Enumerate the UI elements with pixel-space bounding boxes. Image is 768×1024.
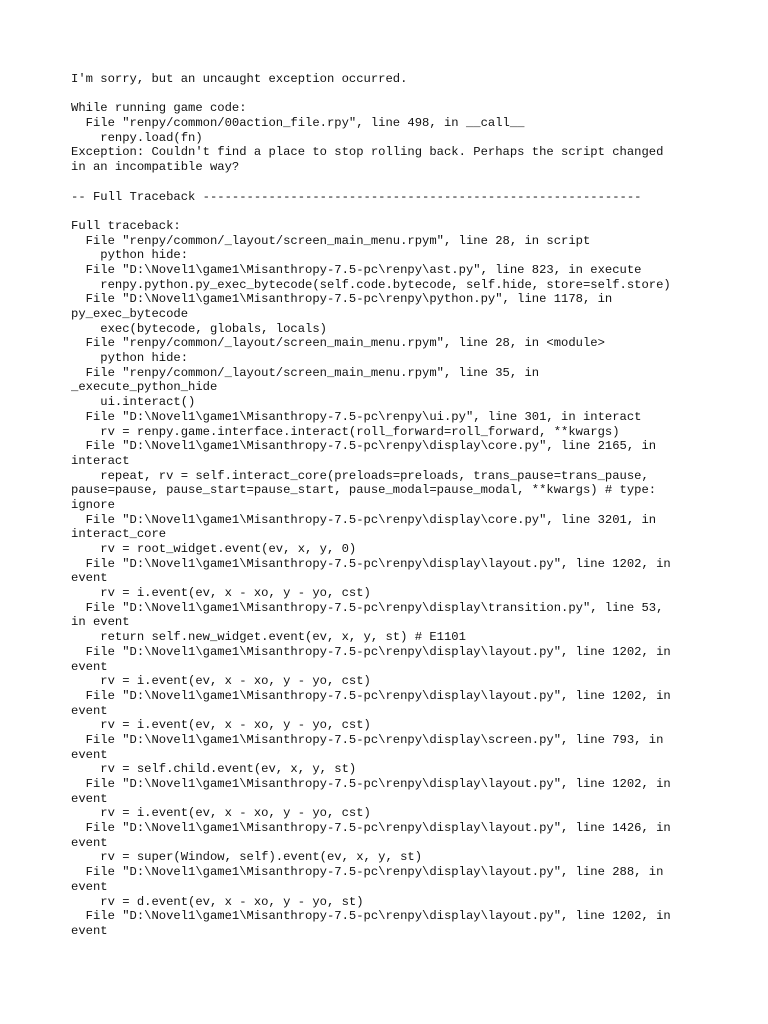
traceback-line: File "renpy/common/00action_file.rpy", line 498, in __call__ (71, 116, 525, 131)
traceback-line: renpy.load(fn) (71, 130, 203, 145)
traceback-line: File "renpy/common/_layout/screen_main_menu.rpym", line 35, in (71, 365, 540, 380)
traceback-line: pause=pause, pause_start=pause_start, pause_modal=pause_modal, **kwargs) # type: (71, 483, 657, 498)
traceback-line: in event (71, 615, 130, 630)
traceback-line: renpy.python.py_exec_bytecode(self.code.bytecode, self.hide, store=self.store) (71, 277, 671, 292)
traceback-line: File "D:\Novel1\game1\Misanthropy-7.5-pc\renpy\display\layout.py", line 1202, in (71, 688, 671, 703)
traceback-line: interact_core (71, 527, 167, 542)
traceback-line: While running game code: (71, 101, 247, 116)
traceback-line: event (71, 835, 108, 850)
traceback-line: return self.new_widget.event(ev, x, y, st) # E1101 (71, 630, 466, 645)
traceback-line: event (71, 659, 108, 674)
traceback-line: _execute_python_hide (71, 380, 218, 395)
traceback-line: event (71, 791, 108, 806)
traceback-line: event (71, 571, 108, 586)
traceback-line: File "D:\Novel1\game1\Misanthropy-7.5-pc\renpy\display\layout.py", line 1202, in (71, 644, 671, 659)
traceback-line: event (71, 703, 108, 718)
traceback-line: File "D:\Novel1\game1\Misanthropy-7.5-pc\renpy\display\transition.py", line 53, (71, 600, 664, 615)
traceback-line: rv = i.event(ev, x - xo, y - yo, cst) (71, 674, 371, 689)
traceback-line: ignore (71, 497, 115, 512)
traceback-line: python hide: (71, 351, 189, 366)
traceback-line: File "D:\Novel1\game1\Misanthropy-7.5-pc\renpy\ast.py", line 823, in execute (71, 262, 642, 277)
traceback-line (71, 175, 751, 190)
traceback-line: File "D:\Novel1\game1\Misanthropy-7.5-pc\renpy\display\layout.py", line 1426, in (71, 821, 671, 836)
traceback-line: Exception: Couldn't find a place to stop rolling back. Perhaps the script changed (71, 145, 664, 160)
traceback-line (71, 87, 751, 102)
traceback-line: exec(bytecode, globals, locals) (71, 321, 327, 336)
traceback-line: repeat, rv = self.interact_core(preloads=preloads, trans_pause=trans_pause, (71, 468, 649, 483)
traceback-line: python hide: (71, 248, 189, 263)
traceback-line: File "D:\Novel1\game1\Misanthropy-7.5-pc\renpy\display\layout.py", line 1202, in (71, 777, 671, 791)
traceback-line: in an incompatible way? (71, 160, 240, 175)
traceback-line: rv = i.event(ev, x - xo, y - yo, cst) (71, 718, 371, 733)
traceback-line: rv = renpy.game.interface.interact(roll_forward=roll_forward, **kwargs) (71, 424, 620, 439)
traceback-line: rv = d.event(ev, x - xo, y - yo, st) (71, 894, 364, 909)
traceback-line: Full traceback: (71, 218, 181, 233)
traceback-line: rv = super(Window, self).event(ev, x, y, st) (71, 850, 423, 865)
traceback-line: File "D:\Novel1\game1\Misanthropy-7.5-pc\renpy\display\layout.py", line 288, in (71, 865, 664, 880)
traceback-line: rv = i.event(ev, x - xo, y - yo, cst) (71, 806, 371, 821)
traceback-line: rv = self.child.event(ev, x, y, st) (71, 762, 357, 777)
traceback-line: rv = i.event(ev, x - xo, y - yo, cst) (71, 586, 371, 601)
traceback-line: File "D:\Novel1\game1\Misanthropy-7.5-pc\renpy\ui.py", line 301, in interact (71, 409, 642, 424)
traceback-line: File "renpy/common/_layout/screen_main_menu.rpym", line 28, in <module> (71, 336, 605, 351)
traceback-line: File "D:\Novel1\game1\Misanthropy-7.5-pc\renpy\display\layout.py", line 1202, in (71, 556, 671, 571)
traceback-line: py_exec_bytecode (71, 307, 189, 321)
traceback-line: ui.interact() (71, 395, 196, 410)
traceback-line: File "D:\Novel1\game1\Misanthropy-7.5-pc\renpy\display\screen.py", line 793, in (71, 732, 664, 747)
traceback-line: event (71, 879, 108, 894)
traceback-line: interact (71, 453, 130, 468)
traceback-line: File "D:\Novel1\game1\Misanthropy-7.5-pc\renpy\python.py", line 1178, in (71, 292, 613, 307)
traceback-line: -- Full Traceback ------------------------------------------------------------ (71, 189, 642, 204)
traceback-line: rv = root_widget.event(ev, x, y, 0) (71, 542, 357, 556)
traceback-line: event (71, 747, 108, 762)
traceback-line: File "D:\Novel1\game1\Misanthropy-7.5-pc\renpy\display\core.py", line 2165, in (71, 439, 657, 454)
traceback-line: event (71, 923, 108, 938)
traceback-line: File "D:\Novel1\game1\Misanthropy-7.5-pc\renpy\display\core.py", line 3201, in (71, 512, 657, 527)
traceback-line: I'm sorry, but an uncaught exception occurred. (71, 72, 408, 86)
traceback-line: File "renpy/common/_layout/screen_main_menu.rpym", line 28, in script (71, 233, 591, 248)
traceback-document (71, 72, 751, 939)
traceback-line (71, 204, 751, 219)
traceback-line: File "D:\Novel1\game1\Misanthropy-7.5-pc\renpy\display\layout.py", line 1202, in (71, 909, 671, 924)
